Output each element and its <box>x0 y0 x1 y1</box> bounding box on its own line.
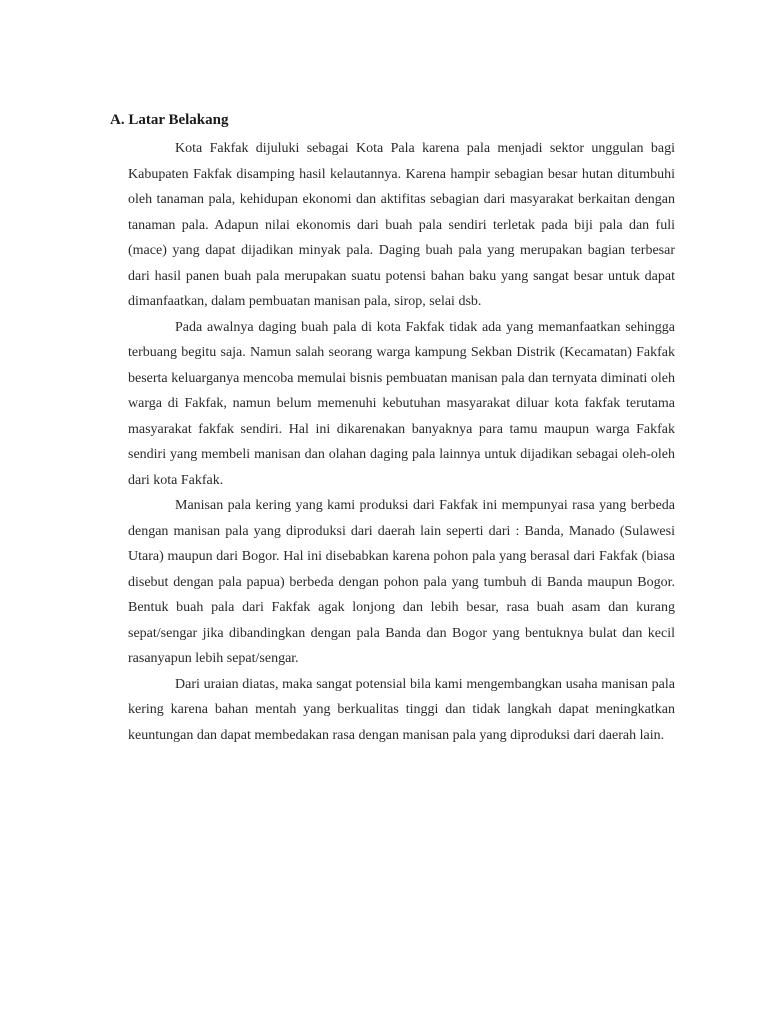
paragraph-1: Kota Fakfak dijuluki sebagai Kota Pala karena pala menjadi sektor unggulan bagi Kabupaten Fakfak disamping hasil kelautannya. Karena hampir sebagian besar hutan ditumbuhi oleh tanaman pala, kehidupan ekonomi dan aktifitas sebagian dari masyarakat berkaitan dengan tanaman pala. Adapun nilai ekonomis dari buah pala sendiri terletak pada biji pala dan fuli (mace) yang dapat dijadikan minyak pala. Daging buah pala yang merupakan bagian terbesar dari hasil panen buah pala merupakan suatu potensi bahan baku yang sangat besar untuk dapat dimanfaatkan, dalam pembuatan manisan pala, sirop, selai dsb. <box>128 141 675 309</box>
section-heading: A. Latar Belakang <box>110 112 229 128</box>
paragraph-3: Manisan pala kering yang kami produksi dari Fakfak ini mempunyai rasa yang berbeda dengan manisan pala yang diproduksi dari daerah lain seperti dari : Banda, Manado (Sulawesi Utara) maupun dari Bogor. Hal ini disebabkan karena pohon pala yang berasal dari Fakfak (biasa disebut dengan pala papua) berbeda dengan pohon pala yang tumbuh di Banda maupun Bogor. Bentuk buah pala dari Fakfak agak lonjong dan lebih besar, rasa buah asam dan kurang sepat/sengar jika dibandingkan dengan pala Banda dan Bogor yang bentuknya bulat dan kecil rasanyapun lebih sepat/sengar. <box>128 498 675 666</box>
body-text <box>128 136 675 748</box>
paragraph-4: Dari uraian diatas, maka sangat potensial bila kami mengembangkan usaha manisan pala kering karena bahan mentah yang berkualitas tinggi dan tidak langkah dapat meningkatkan keuntungan dan dapat membedakan rasa dengan manisan pala yang diproduksi dari daerah lain. <box>128 676 675 743</box>
paragraph-2: Pada awalnya daging buah pala di kota Fakfak tidak ada yang memanfaatkan sehingga terbuang begitu saja. Namun salah seorang warga kampung Sekban Distrik (Kecamatan) Fakfak beserta keluarganya mencoba memulai bisnis pembuatan manisan pala dan ternyata diminati oleh warga di Fakfak, namun belum memenuhi kebutuhan masyarakat diluar kota fakfak terutama masyarakat fakfak sendiri. Hal ini dikarenakan banyaknya para tamu maupun warga Fakfak sendiri yang membeli manisan dan olahan daging pala lainnya untuk dijadikan sebagai oleh-oleh dari kota Fakfak. <box>128 319 675 488</box>
